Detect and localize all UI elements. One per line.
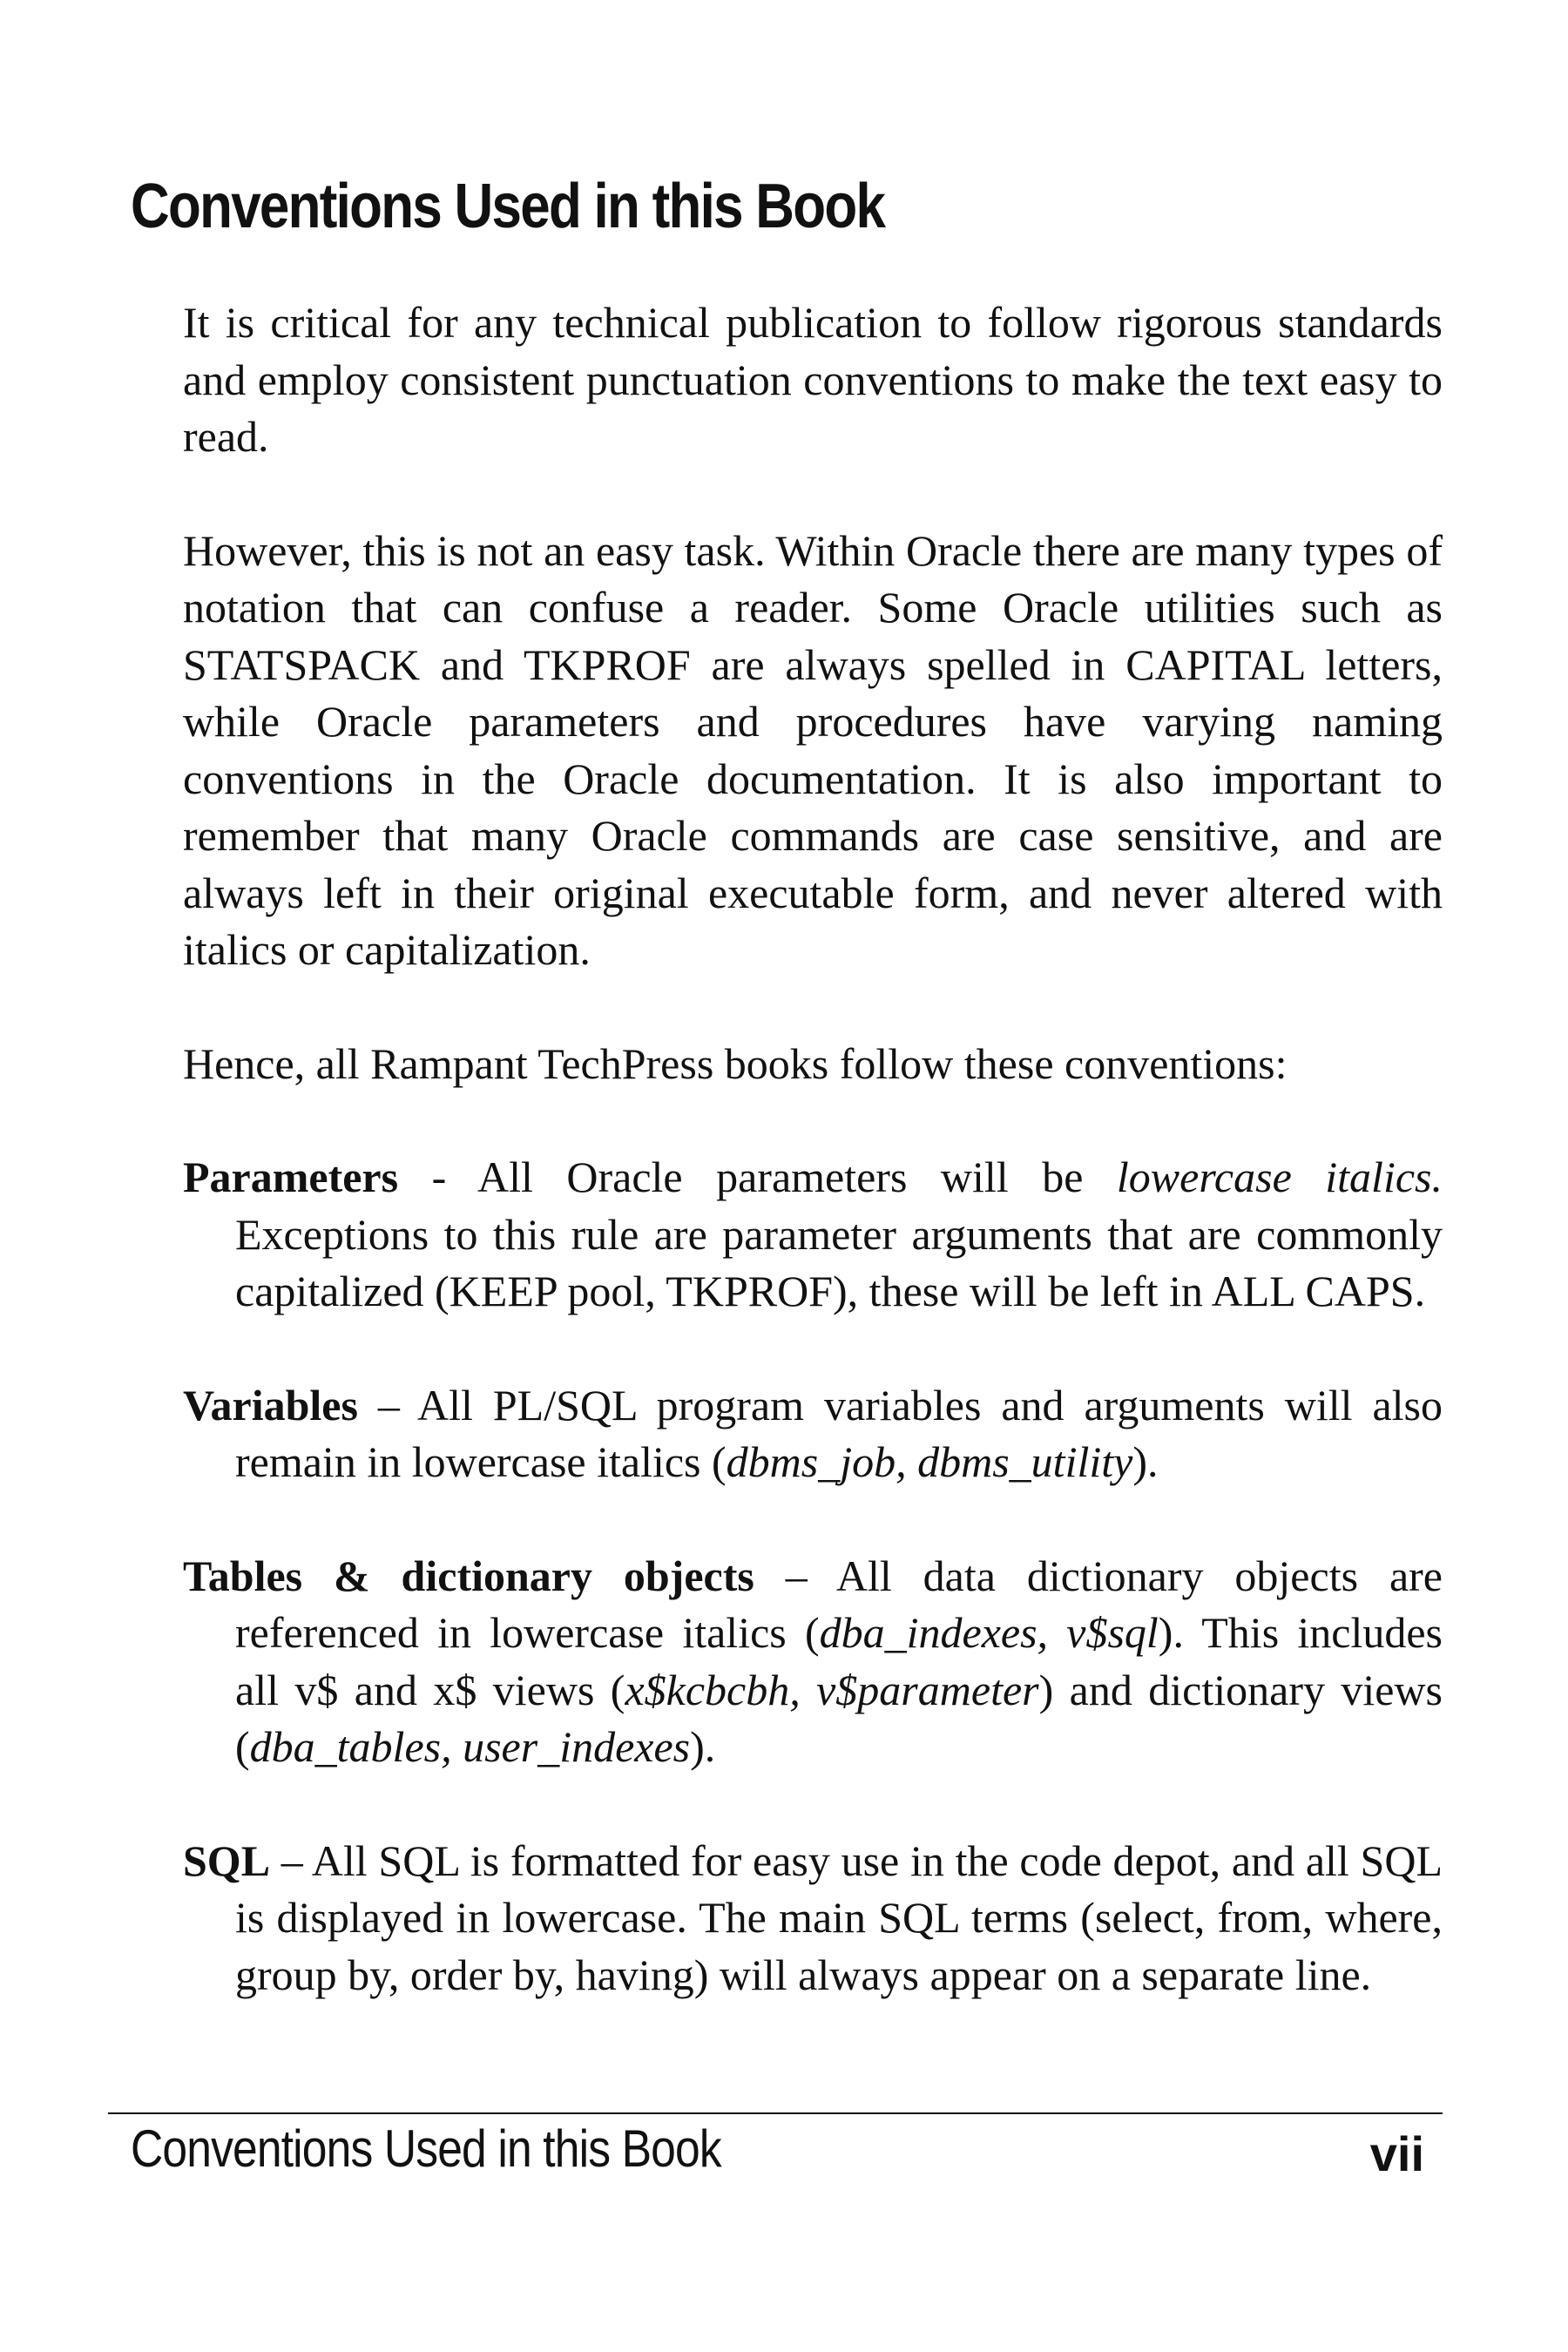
body-text bbox=[183, 294, 1443, 2004]
convention-italic-example: dba_indexes, v$sql bbox=[819, 1608, 1159, 1657]
convention-tables bbox=[183, 1548, 1443, 1776]
convention-parameters bbox=[183, 1149, 1443, 1321]
convention-term-variables: Variables bbox=[183, 1380, 358, 1429]
convention-sql bbox=[183, 1833, 1443, 2004]
page-heading: Conventions Used in this Book bbox=[131, 172, 885, 241]
convention-text: All data dictionary objects are referenced in lowercase italics ( bbox=[235, 1551, 1443, 1657]
convention-text: Exceptions to this rule are parameter arguments that are commonly capitalized (KEEP pool, TKPROF), these will be left in ALL CAPS. bbox=[235, 1209, 1443, 1315]
paragraph-intro: It is critical for any technical publication to follow rigorous standards and employ consistent punctuation conventions to make the text easy to read. bbox=[183, 298, 1443, 461]
convention-term-sql: SQL bbox=[183, 1835, 271, 1885]
convention-term-tables: Tables & dictionary objects bbox=[183, 1551, 754, 1600]
convention-text: ). bbox=[1132, 1437, 1159, 1486]
convention-text: All Oracle parameters will be bbox=[476, 1152, 1117, 1201]
paragraph-conventions-lead: Hence, all Rampant TechPress books follow these conventions: bbox=[183, 1038, 1288, 1088]
page-number: vii bbox=[1369, 2126, 1424, 2181]
convention-separator: – bbox=[357, 1380, 418, 1429]
convention-text: ). This includes all v$ and x$ views ( bbox=[235, 1608, 1443, 1714]
convention-italic-example: x$kcbcbh, v$parameter bbox=[625, 1665, 1039, 1714]
conventions-list bbox=[183, 1149, 1443, 2004]
convention-italic-example: dbms_job, dbms_utility bbox=[726, 1437, 1133, 1486]
footer-running-title: Conventions Used in this Book bbox=[131, 2119, 721, 2178]
convention-italic-example: dba_tables, user_indexes bbox=[249, 1722, 691, 1771]
convention-text: All SQL is formatted for easy use in the code depot, and all SQL is displayed in lowercase. The main SQL terms (select, from, where, group by, order by, having) will always appear on a separate line. bbox=[235, 1835, 1443, 1999]
convention-italic-example: lowercase italics. bbox=[1116, 1152, 1443, 1201]
convention-text: All PL/SQL program variables and arguments will also remain in lowercase italics ( bbox=[235, 1380, 1443, 1486]
paragraph-difficulty: However, this is not an easy task. Within Oracle there are many types of notation that can confuse a reader. Some Oracle utilities such as STATSPACK and TKPROF are always spelled in CAPITAL letters, while Oracle parameters and procedures have varying naming conventions in the Oracle documentation. It is also important to remember that many Oracle commands are case sensitive, and are always left in their original executable form, and never altered with italics or capitalization. bbox=[183, 525, 1443, 974]
convention-separator: – bbox=[754, 1551, 836, 1600]
convention-separator: - bbox=[398, 1152, 477, 1201]
convention-text: ). bbox=[690, 1722, 716, 1771]
convention-variables bbox=[183, 1377, 1443, 1491]
footer-divider bbox=[108, 2112, 1443, 2114]
convention-term-parameters: Parameters bbox=[183, 1152, 399, 1201]
convention-text: ) and dictionary views ( bbox=[235, 1665, 1443, 1771]
convention-separator: – bbox=[270, 1835, 312, 1885]
